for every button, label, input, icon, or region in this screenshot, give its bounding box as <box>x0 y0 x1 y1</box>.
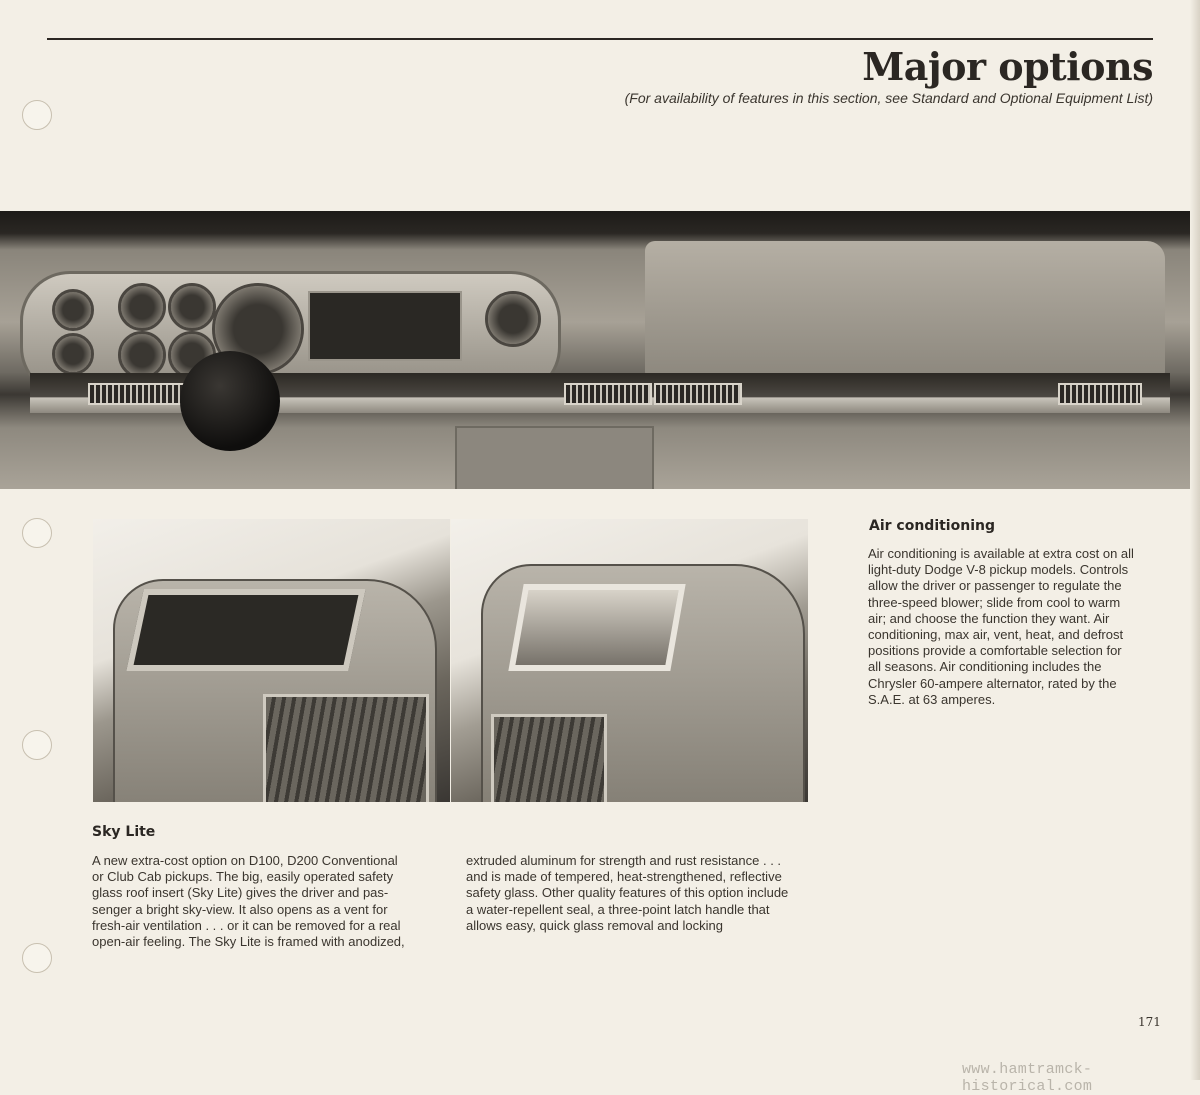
binder-hole-icon <box>22 100 52 130</box>
sky-lite-text-col2: extruded aluminum for strength and rust resistance . . . and is made of tempered, heat-strengthened, reflective safety glass. Other quality features of this option include a water-repellent seal, a three-point latch handle that allows easy, quick glass removal and locking <box>466 853 789 933</box>
gauge-icon <box>52 333 94 375</box>
steering-wheel-hub <box>180 351 280 451</box>
air-vent-icon <box>88 383 187 405</box>
page-number: 171 <box>1138 1015 1161 1029</box>
sky-lite-heading: Sky Lite <box>92 824 156 840</box>
air-conditioning-heading: Air conditioning <box>869 518 995 534</box>
skylite-glass <box>126 589 365 671</box>
binder-hole-icon <box>22 518 52 548</box>
glovebox-panel <box>645 241 1165 376</box>
watermark: www.hamtramck-historical.com <box>962 1061 1093 1095</box>
clock-icon <box>485 291 541 347</box>
page-edge <box>1190 0 1200 1080</box>
gauge-icon <box>118 283 166 331</box>
binder-hole-icon <box>22 943 52 973</box>
skylite-closed-photo <box>93 519 450 802</box>
gauge-icon <box>168 283 216 331</box>
header-rule <box>47 38 1153 40</box>
gauge-icon <box>118 331 166 379</box>
skylite-opening <box>508 584 685 671</box>
sky-lite-text-col1: A new extra-cost option on D100, D200 Conventional or Club Cab pickups. The big, easily operated safety glass roof insert (Sky Lite) gives the driver and pas- senger a bright sky-view. It also opens as a vent for fresh-air ventilation . . . or it can be removed for a real open-air feeling. The Sky Lite is framed with anodized, <box>92 853 405 950</box>
lower-panel <box>455 426 654 489</box>
air-conditioning-text: Air conditioning is available at extra cost on all light-duty Dodge V-8 pickup models. Controls allow the driver or passenger to regulate the three-speed blower; slide from cool to warm air; and choose the function they want. Air conditioning, max air, vent, heat, and defrost positions provide a comfortable selection for all seasons. Air conditioning includes the Chrysler 60-ampere alternator, rated by the S.A.E. at 63 amperes. <box>868 546 1134 707</box>
skylite-open-photo <box>451 519 808 802</box>
air-vent-icon <box>564 383 652 405</box>
radio-unit <box>308 291 462 361</box>
page-title: Major options <box>862 44 1153 89</box>
dashboard-photo <box>0 211 1200 489</box>
binder-hole-icon <box>22 730 52 760</box>
cab-window <box>263 694 429 802</box>
air-vent-icon <box>654 383 742 405</box>
gauge-icon <box>52 289 94 331</box>
page-subtitle: (For availability of features in this section, see Standard and Optional Equipment List) <box>624 90 1153 106</box>
cab-window <box>491 714 607 802</box>
air-vent-icon <box>1058 383 1142 405</box>
